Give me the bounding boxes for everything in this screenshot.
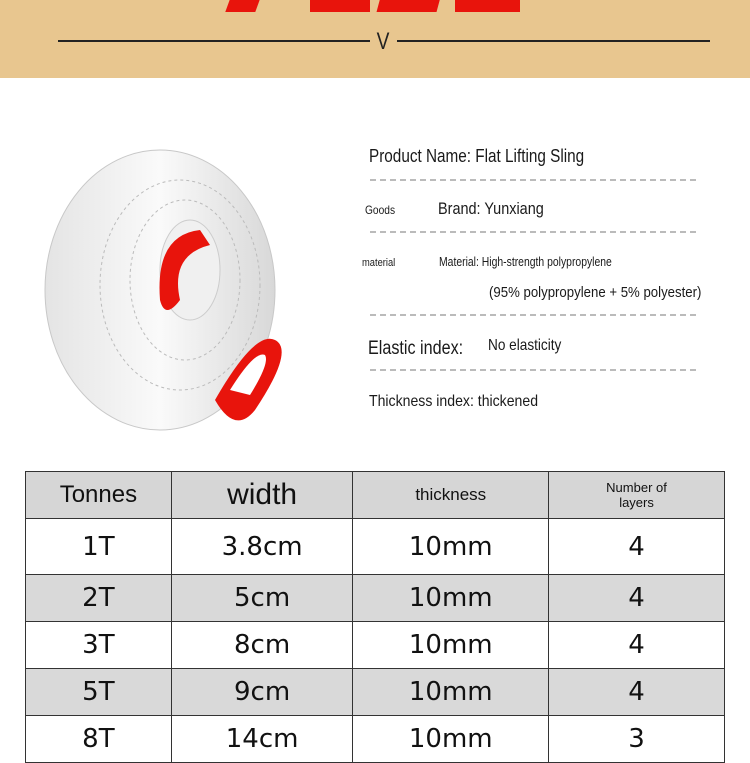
cell-thickness: 10mm (353, 519, 549, 575)
brand: Brand: Yunxiang (438, 199, 544, 218)
cell-thickness: 10mm (353, 669, 549, 716)
divider-left (58, 40, 370, 42)
table-header-row (26, 472, 725, 519)
cell-thickness: 10mm (353, 716, 549, 763)
divider-right (397, 40, 710, 42)
cell-width: 5cm (171, 575, 353, 622)
material-detail: (95% polypropylene + 5% polyester) (489, 284, 702, 301)
cell-tonnes: 5T (26, 669, 172, 716)
title-logo (230, 0, 525, 14)
material: Material: High-strength polypropylene (439, 254, 612, 269)
cell-width: 8cm (171, 622, 353, 669)
cell-tonnes: 8T (26, 716, 172, 763)
product-image (40, 120, 340, 440)
table-row (26, 519, 725, 575)
material-label: material (362, 257, 396, 269)
cell-thickness: 10mm (353, 575, 549, 622)
table-row (26, 575, 725, 622)
dashed-divider (370, 369, 696, 371)
cell-layers: 4 (549, 669, 725, 716)
cell-layers: 4 (549, 575, 725, 622)
divider-marker: V (376, 28, 390, 55)
header-banner (0, 0, 750, 78)
cell-width: 3.8cm (171, 519, 353, 575)
product-name: Product Name: Flat Lifting Sling (369, 146, 585, 166)
header-tonnes: Tonnes (26, 472, 172, 519)
spec-table (25, 471, 725, 763)
cell-width: 14cm (171, 716, 353, 763)
elastic-label: Elastic index: (368, 338, 464, 359)
cell-tonnes: 2T (26, 575, 172, 622)
table-row (26, 669, 725, 716)
header-layers: Number of layers (549, 472, 725, 519)
elastic-value: No elasticity (488, 337, 562, 354)
thickness-index: Thickness index: thickened (369, 393, 539, 410)
dashed-divider (370, 179, 696, 181)
cell-layers: 3 (549, 716, 725, 763)
table-row (26, 716, 725, 763)
cell-width: 9cm (171, 669, 353, 716)
cell-layers: 4 (549, 622, 725, 669)
cell-tonnes: 3T (26, 622, 172, 669)
table-row (26, 622, 725, 669)
cell-layers: 4 (549, 519, 725, 575)
cell-thickness: 10mm (353, 622, 549, 669)
dashed-divider (370, 231, 696, 233)
header-thickness: thickness (353, 472, 549, 519)
header-width: width (171, 472, 353, 519)
goods-label: Goods (365, 203, 396, 217)
dashed-divider (370, 314, 696, 316)
cell-tonnes: 1T (26, 519, 172, 575)
